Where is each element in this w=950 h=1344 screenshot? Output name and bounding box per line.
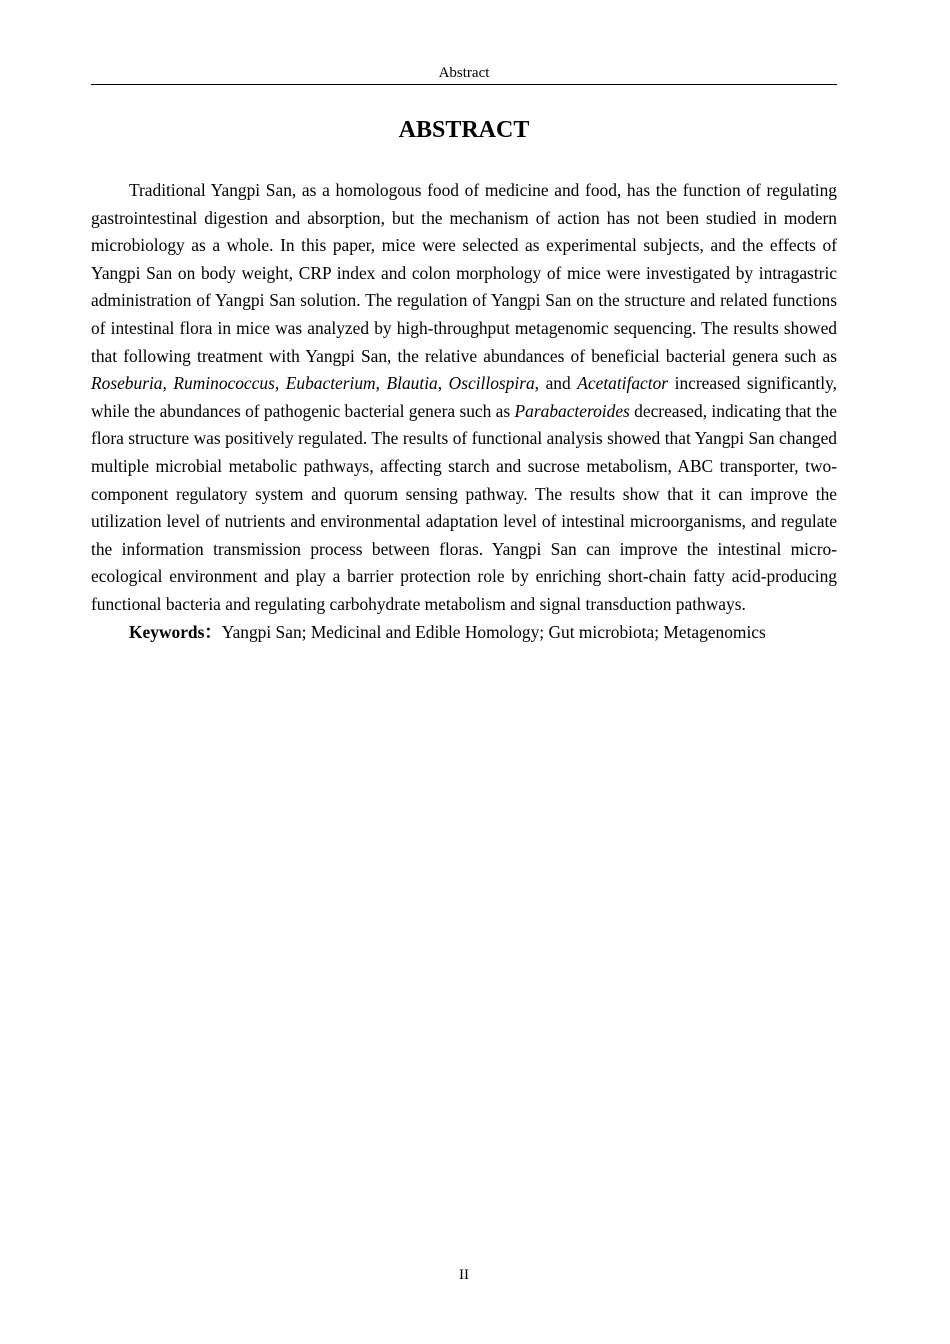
abstract-body	[91, 177, 837, 646]
page-title: ABSTRACT	[398, 117, 530, 143]
keywords-label: Keywords：	[129, 621, 222, 642]
genus-ruminococcus: Ruminococcus	[173, 373, 275, 394]
genus-eubacterium: Eubacterium	[285, 373, 376, 394]
genus-acetatifactor: Acetatifactor	[577, 373, 669, 394]
separator: ,	[375, 373, 387, 394]
genus-parabacteroides: Parabacteroides	[514, 400, 630, 421]
page-number: II	[459, 1267, 469, 1283]
header-rule	[91, 84, 837, 85]
abstract-text-part-2: increased significantly, while the abundances of pathogenic bacterial genera such as	[91, 373, 838, 421]
abstract-text-part-1: Traditional Yangpi San, as a homologous food of medicine and food, has the function of regulating gastrointestinal digestion and absorption, but the mechanism of action has not been studied in modern microbiology as a whole. In this paper, mice were selected as experimental subjects, and the effects of Yangpi San on body weight, CRP index and colon morphology of mice were investigated by intragastric administration of Yangpi San solution. The regulation of Yangpi San on the structure and related functions of intestinal flora in mice was analyzed by high-throughput metagenomic sequencing. The results showed that following treatment with Yangpi San, the relative abundances of beneficial bacterial genera such as	[91, 180, 837, 366]
running-header: Abstract	[438, 65, 490, 81]
separator: ,	[274, 373, 286, 394]
abstract-paragraph	[91, 177, 837, 619]
genus-oscillospira: Oscillospira	[448, 373, 535, 394]
separator: ,	[437, 373, 449, 394]
genus-roseburia: Roseburia	[91, 373, 163, 394]
separator: ,	[162, 373, 174, 394]
keywords-line	[91, 619, 837, 647]
separator: , and	[534, 373, 578, 394]
genus-blautia: Blautia	[386, 373, 438, 394]
keywords-text: Yangpi San; Medicinal and Edible Homology; Gut microbiota; Metagenomics	[221, 621, 766, 642]
abstract-text-part-3: decreased, indicating that the flora structure was positively regulated. The results of functional analysis showed that Yangpi San changed multiple microbial metabolic pathways, affecting starch and sucrose metabolism, ABC transporter, two-component regulatory system and quorum sensing pathway. The results show that it can improve the utilization level of nutrients and environmental adaptation level of intestinal microorganisms, and regulate the information transmission process between floras. Yangpi San can improve the intestinal micro-ecological environment and play a barrier protection role by enriching short-chain fatty acid-producing functional bacteria and regulating carbohydrate metabolism and signal transduction pathways.	[91, 400, 837, 614]
